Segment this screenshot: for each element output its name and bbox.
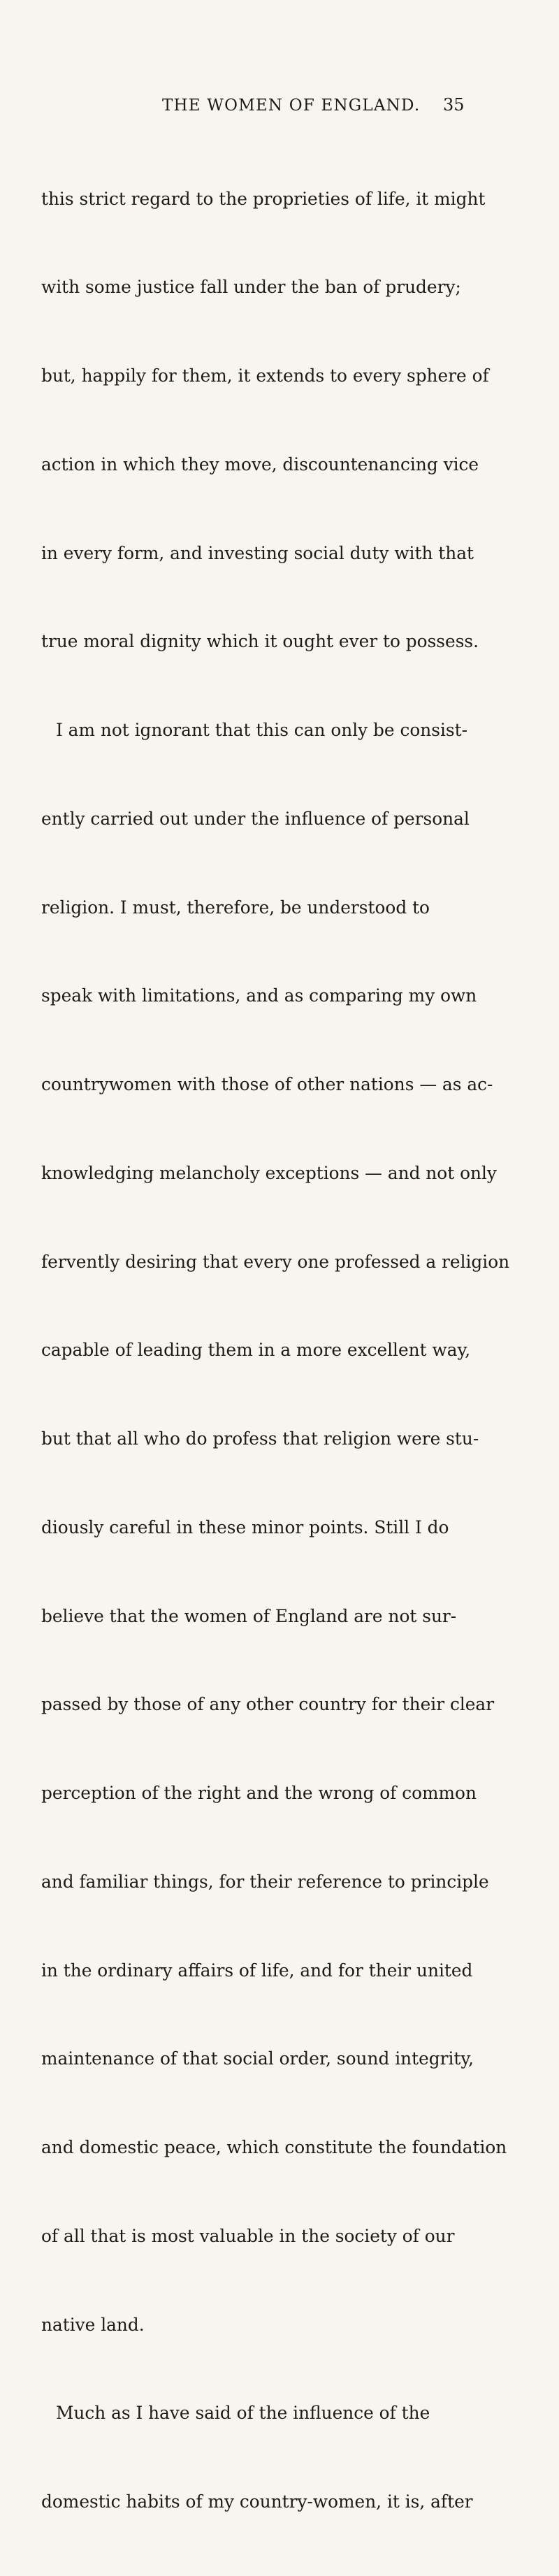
text-line: knowledging melancholy exceptions — and not only bbox=[41, 1162, 497, 1183]
text-line: diously careful in these minor points. Still I do bbox=[41, 1517, 449, 1537]
text-line: capable of leading them in a more excellent way, bbox=[41, 1340, 471, 1361]
text-line: domestic habits of my country-women, it is, after bbox=[41, 2491, 473, 2512]
text-line: speak with limitations, and as comparing my own bbox=[41, 985, 477, 1006]
text-line: ently carried out under the influence of personal bbox=[41, 808, 470, 829]
text-line: believe that the women of England are not sur- bbox=[41, 1605, 457, 1626]
text-line: fervently desiring that every one professed a religion bbox=[41, 1251, 510, 1272]
text-line: true moral dignity which it ought ever to possess. bbox=[41, 631, 479, 652]
text-line: passed by those of any other country for their clear bbox=[41, 1694, 495, 1715]
paragraph-start-line: Much as I have said of the influence of the bbox=[56, 2403, 430, 2424]
text-line: religion. I must, therefore, be understood to bbox=[41, 897, 430, 918]
text-line: but that all who do profess that religion were stu- bbox=[41, 1428, 479, 1449]
text-line: in every form, and investing social duty with that bbox=[41, 542, 474, 563]
text-line: of all that is most valuable in the society of our bbox=[41, 2225, 455, 2246]
text-line: but, happily for them, it extends to every sphere of bbox=[41, 366, 489, 386]
text-line: in the ordinary affairs of life, and for their united bbox=[41, 1960, 473, 1981]
running-header bbox=[0, 92, 559, 120]
text-line: and domestic peace, which constitute the foundation bbox=[41, 2137, 507, 2157]
body-text bbox=[41, 125, 510, 2576]
text-line: with some justice fall under the ban of prudery; bbox=[41, 277, 461, 298]
text-line: action in which they move, discountenancing vice bbox=[41, 454, 479, 475]
text-line: maintenance of that social order, sound integrity, bbox=[41, 2048, 474, 2069]
text-line: this strict regard to the proprieties of life, it might bbox=[41, 188, 486, 209]
text-line: countrywomen with those of other nations — as ac- bbox=[41, 1074, 493, 1094]
text-line: and familiar things, for their reference to principle bbox=[41, 1871, 489, 1892]
text-line: perception of the right and the wrong of common bbox=[41, 1783, 477, 1803]
text-line: native land. bbox=[41, 2314, 145, 2335]
running-title: THE WOMEN OF ENGLAND. bbox=[162, 96, 421, 115]
paragraph-start-line: I am not ignorant that this can only be consist- bbox=[56, 720, 467, 740]
page-number: 35 bbox=[443, 95, 465, 115]
